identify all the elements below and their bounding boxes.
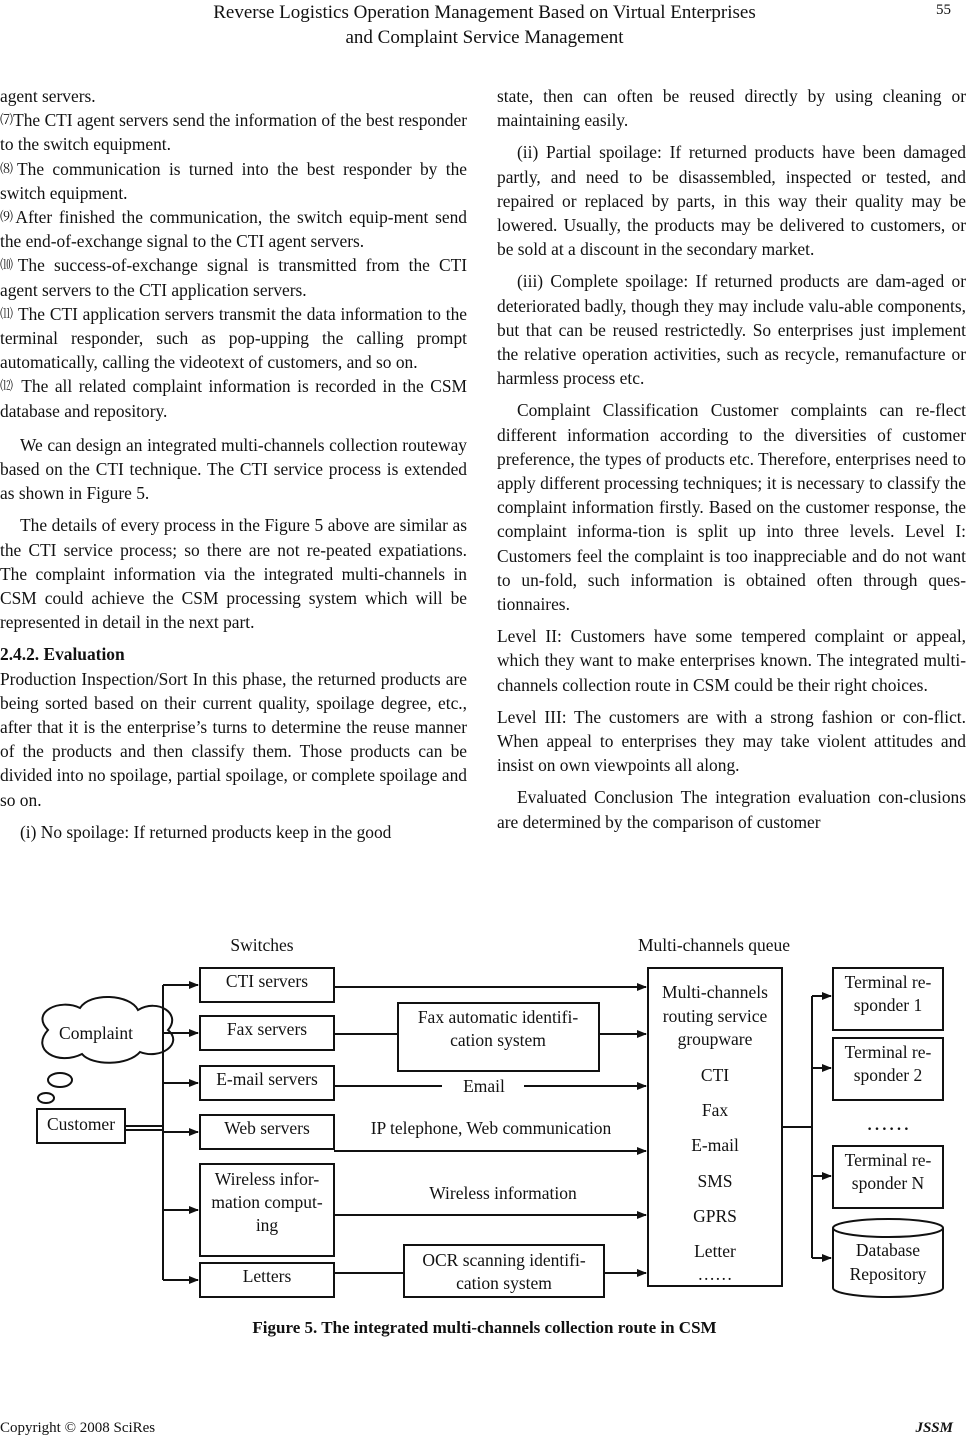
email-label: Email (463, 1076, 505, 1096)
terminal-n-label-1: Terminal re- (844, 1150, 932, 1170)
terminal-2-label-1: Terminal re- (844, 1042, 932, 1062)
terminal-1-label-2: sponder 1 (853, 995, 923, 1015)
paragraph: Level II: Customers have some tempered complaint or appeal, which they want to make enterprises known. The integrated multi-channels collection route in CSM could be their right choices. (497, 626, 966, 695)
step-9 (0, 205, 467, 253)
fax-ident-label-1: Fax automatic identifi- (417, 1007, 579, 1027)
channel-more: …… (697, 1264, 733, 1284)
step-8 (0, 157, 467, 205)
fax-servers-label: Fax servers (226, 1019, 308, 1039)
ocr-label-1: OCR scanning identifi- (422, 1250, 586, 1270)
letters-label: Letters (242, 1266, 292, 1286)
complaint-label: Complaint (59, 1023, 133, 1043)
channel-letter: Letter (694, 1241, 736, 1261)
queue-label: Multi-channels queue (637, 935, 791, 955)
paragraph: (ii) Partial spoilage: If returned products have been damaged partly, and need to be disassembled, inspected or tested, and repaired or replaced by parts, in this way their quality may be lowered. Usually, the products may be delivered to customers, or be sold at a discount in the secondary market. (497, 142, 966, 260)
routing-label-3: groupware (677, 1029, 753, 1049)
routing-label-2: routing service (662, 1006, 768, 1026)
header-title-line2: and Complaint Service Management (345, 27, 624, 48)
figure-5 (0, 930, 969, 1350)
switches-label: Switches (230, 935, 294, 955)
left-column (0, 84, 467, 844)
web-servers-label: Web servers (224, 1118, 310, 1138)
paragraph: Production Inspection/Sort In this phase, the returned products are being sorted based on their current quality, spoilage degree, etc., after that it is the enterprise’s turns to determine the reuse manner of the products and then classify them. Those products can be divided into no spoilage, partial spoilage, or complete spoilage and so on. (0, 668, 467, 810)
channel-gprs: GPRS (693, 1206, 737, 1226)
step-7 (0, 108, 467, 156)
paragraph: agent servers. (0, 86, 96, 106)
terminal-2-label-2: sponder 2 (853, 1065, 923, 1085)
step-10 (0, 253, 467, 301)
step-11 (0, 302, 467, 375)
database-label-1: Database (855, 1240, 921, 1260)
wireless-label-1: Wireless infor- (214, 1169, 320, 1189)
step-text: The all related complaint information is recorded in the CSM database and repository. (0, 376, 467, 421)
page-number: 55 (936, 2, 951, 18)
header-title-line1: Reverse Logistics Operation Management Based on Virtual Enterprises (213, 2, 756, 23)
fax-ident-label-2: cation system (450, 1030, 546, 1050)
journal-name: JSSM (915, 1420, 953, 1436)
terminal-1-label-1: Terminal re- (844, 972, 932, 992)
thought-bubble (38, 1093, 54, 1103)
database-label-2: Repository (849, 1264, 927, 1284)
paragraph: (iii) Complete spoilage: If returned products are dam-aged or deteriorated badly, though they may include valu-able components, but that can be reused restrictedly. So enterprises just implement the relative operation activities, such as recycle, remanufacture or harmless process etc. (497, 271, 966, 389)
wireless-info-label: Wireless information (429, 1183, 577, 1203)
routing-label-1: Multi-channels (662, 982, 768, 1002)
terminal-n-label-2: sponder N (851, 1173, 925, 1193)
step-number: ⑽ (0, 257, 18, 273)
channel-sms: SMS (697, 1171, 733, 1191)
email-servers-label: E-mail servers (216, 1069, 318, 1089)
database-top (833, 1219, 943, 1237)
channel-fax: Fax (701, 1100, 729, 1120)
step-number: ⑺ (0, 112, 14, 128)
step-text: The communication is turned into the best responder by the switch equipment. (0, 158, 467, 203)
paragraph: state, then can often be reused directly by using cleaning or maintaining easily. (497, 86, 966, 131)
wireless-label-3: ing (255, 1215, 279, 1235)
paragraph: Evaluated Conclusion The integration evaluation con-clusions are determined by the comparison of customer (497, 787, 966, 832)
flow-diagram (0, 930, 969, 1315)
step-text: The CTI application servers transmit the data information to the terminal responder, such as pop-upping the calling prompt automatically, calling the videotext of customers, and so on. (0, 303, 467, 373)
database-cylinder (833, 1228, 943, 1297)
step-text: The success-of-exchange signal is transmitted from the CTI agent servers to the CTI application servers. (0, 255, 467, 300)
channel-email: E-mail (691, 1135, 739, 1155)
ocr-label-2: cation system (456, 1273, 552, 1293)
paragraph: The details of every process in the Figure 5 above are similar as the CTI service process; so there are not re-peated expatiations. The complaint information via the integrated multi-channels in CSM could achieve the CSM processing system which will be represented in detail in the next part. (0, 515, 467, 633)
paragraph: (i) No spoilage: If returned products keep in the good (20, 821, 392, 842)
ip-telephone-label: IP telephone, Web communication (370, 1118, 612, 1138)
customer-label: Customer (46, 1114, 116, 1134)
wireless-label-2: mation comput- (211, 1192, 323, 1212)
step-number: ⑻ (0, 160, 18, 176)
section-heading: 2.4.2. Evaluation (0, 644, 125, 665)
terminal-more: …… (866, 1110, 910, 1135)
right-column (497, 84, 966, 834)
step-number: ⑿ (0, 378, 16, 394)
paragraph: Level III: The customers are with a strong fashion or con-flict. When appeal to enterprises they may take violent attitudes and insist on own viewpoints all along. (497, 706, 966, 776)
figure-caption: Figure 5. The integrated multi-channels collection route in CSM (252, 1318, 717, 1337)
thought-bubble (48, 1073, 72, 1087)
copyright: Copyright © 2008 SciRes (0, 1420, 156, 1436)
channel-cti: CTI (700, 1065, 730, 1085)
running-header (0, 0, 969, 50)
step-number: ⑼ (0, 209, 16, 225)
paragraph: We can design an integrated multi-channels collection routeway based on the CTI technique. The CTI service process is extended as shown in Figure 5. (0, 434, 467, 504)
step-number: ⑾ (0, 305, 14, 321)
cti-servers-label: CTI servers (225, 971, 309, 991)
step-text: The CTI agent servers send the information of the best responder to the switch equipment. (0, 110, 467, 155)
paragraph: Complaint Classification Customer complaints can re-flect different information according to the diversities of customer preference, the types of products etc. Therefore, enterprises need to apply different processing techniques; it is necessary to classify the complaint information firstly. Based on the customer response, the complaint informa-tion is split up into three levels. Level I: Customers feel the complaint is too inappreciable and do not want to un-fold, such information is obtained often through ques-tionnaires. (497, 400, 966, 615)
step-12 (0, 374, 467, 422)
step-text: After finished the communication, the switch equip-ment send the end-of-exchange signal to the CTI agent servers. (0, 207, 467, 252)
